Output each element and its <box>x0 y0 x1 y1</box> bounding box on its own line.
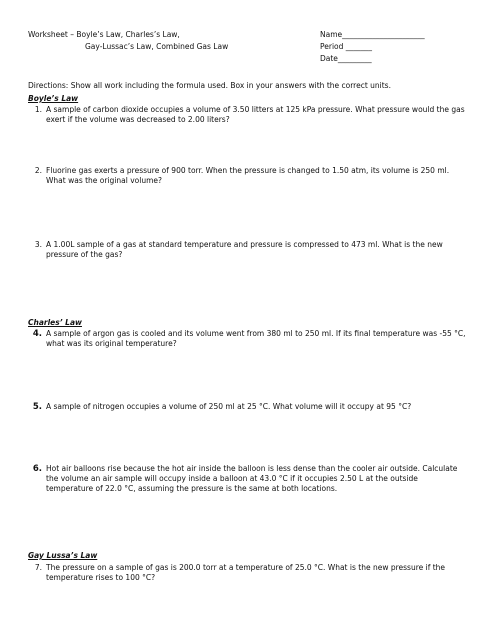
question-text: A 1.00L sample of a gas at standard temperature and pressure is compressed to 473 ml. What is the new pressure of the gas? <box>46 240 443 259</box>
question-number: 7. <box>34 563 42 572</box>
worksheet-title-line1: Worksheet – Boyle’s Law, Charles’s Law, <box>28 30 180 39</box>
name-field: Name______________________ <box>320 30 425 39</box>
directions: Directions: Show all work including the formula used. Box in your answers with the correct units. <box>28 81 391 90</box>
section-gay-lussac-law: Gay Lussa’s Law <box>28 551 98 560</box>
question-number: 3. <box>34 240 42 249</box>
question-text: A sample of argon gas is cooled and its volume went from 380 ml to 250 ml. If its final temperature was -55 °C, what was its original temperature? <box>46 329 466 348</box>
question-text: Fluorine gas exerts a pressure of 900 torr. When the pressure is changed to 1.50 atm, its volume is 250 ml. What was the original volume? <box>46 166 450 185</box>
period-field: Period _______ <box>320 42 373 51</box>
question-number: 2. <box>34 166 42 175</box>
question-text: The pressure on a sample of gas is 200.0 torr at a temperature of 25.0 °C. What is the new pressure if the temperature rises to 100 °C? <box>46 563 446 582</box>
date-field: Date_________ <box>320 54 372 63</box>
question-number: 4. <box>32 329 42 339</box>
question-text: Hot air balloons rise because the hot air inside the balloon is less dense than the cooler air outside. Calculate the volume an air sample will occupy inside a balloon at 43.0 °C if it occupies 2.50 L at the outside temperature of 22.0 °C, assuming the pressure is the same at both locations. <box>46 464 458 493</box>
section-boyles-law: Boyle’s Law <box>28 94 79 103</box>
question-text: A sample of nitrogen occupies a volume of 250 ml at 25 °C. What volume will it occupy at 95 °C? <box>46 402 412 411</box>
question-number: 1. <box>34 105 42 114</box>
question-text: A sample of carbon dioxide occupies a volume of 3.50 litters at 125 kPa pressure. What pressure would the gas exert if the volume was decreased to 2.00 liters? <box>46 105 465 124</box>
question-number: 6. <box>32 464 42 474</box>
question-number: 5. <box>32 402 42 412</box>
section-charles-law: Charles’ Law <box>28 318 82 327</box>
worksheet-title-line2: Gay-Lussac’s Law, Combined Gas Law <box>85 42 229 51</box>
